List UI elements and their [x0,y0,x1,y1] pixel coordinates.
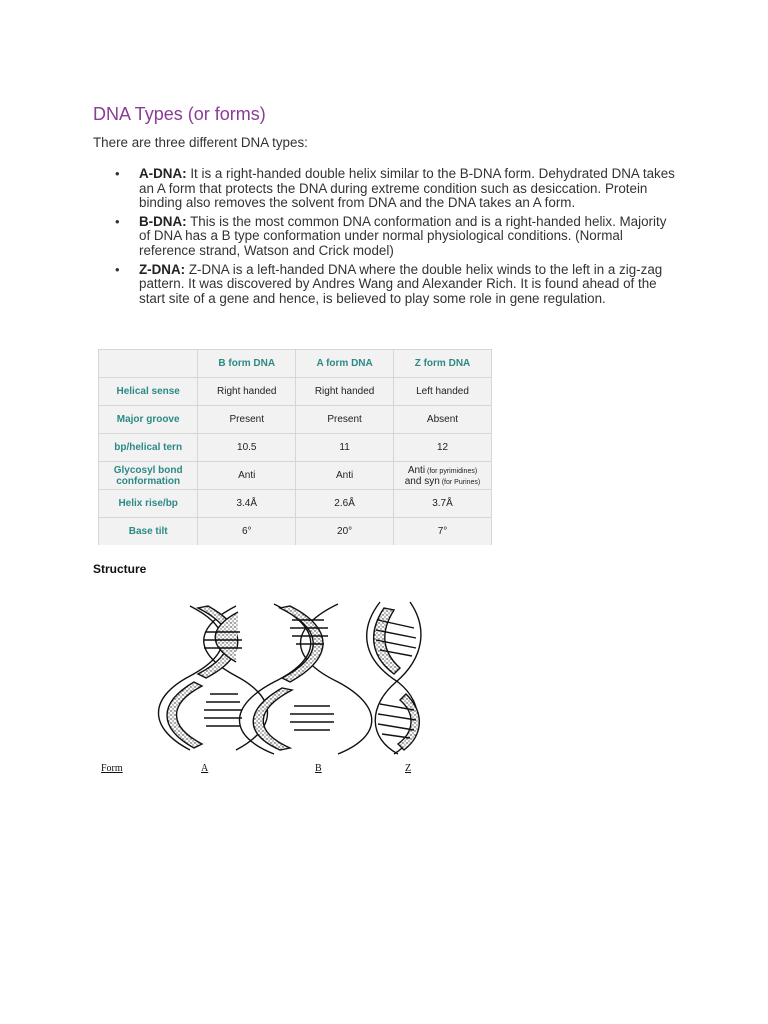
cell-b: Present [198,406,296,434]
cell-a: Right handed [296,378,394,406]
table-row [99,490,492,518]
desc-a-dna: It is a right-handed double helix similar to the B-DNA form. Dehydrated DNA takes an A form that protects the DNA during extreme condition such as desiccation. Protein binding also removes the solvent from DNA and the DNA takes an A form. [139,166,675,211]
cell-z-line: and syn [404,475,440,487]
form-label: Form [101,763,123,774]
cell-b: 10.5 [198,434,296,462]
row-label-helical-sense: Helical sense [99,378,198,406]
cell-b: 3.4Å [198,490,296,518]
row-label-bp-helical-tern: bp/helical tern [99,434,198,462]
desc-b-dna: This is the most common DNA conformation and is a right-handed helix. Majority of DNA has a B type conformation under normal physiological conditions. (Normal reference strand, Watson and Crick model) [139,213,667,258]
table-header-row [99,350,492,378]
cell-z: 3.7Å [394,490,492,518]
term-z-dna: Z-DNA: [139,261,186,277]
row-label-glycosyl-bond [99,462,198,490]
b-form-helix-icon [240,604,372,754]
cell-a: Present [296,406,394,434]
cell-a: 11 [296,434,394,462]
row-label-base-tilt: Base tilt [99,518,198,546]
cell-z-note: (for Purines) [439,478,481,486]
table-header-z: Z form DNA [394,350,492,378]
dna-helix-illustration [98,598,438,780]
cell-z [394,462,492,490]
row-label-line: Glycosyl bond [113,464,183,476]
a-form-helix-icon [159,606,268,750]
structure-label: Structure [93,562,147,576]
term-b-dna: B-DNA: [139,213,187,229]
z-form-helix-icon [367,602,421,754]
table-row [99,378,492,406]
table-header-b: B form DNA [198,350,296,378]
row-label-major-groove: Major groove [99,406,198,434]
cell-b: Anti [198,462,296,490]
cell-z-line: Anti [407,464,426,476]
cell-b: Right handed [198,378,296,406]
list-item-z-dna [115,263,675,307]
cell-a: 2.6Å [296,490,394,518]
table-row [99,462,492,490]
cell-z-note: (for pyrimidines) [425,467,478,475]
table-header-corner [99,350,198,378]
intro-text: There are three different DNA types: [93,135,308,150]
cell-b: 6° [198,518,296,546]
bullet-icon: • [115,166,120,181]
form-label-a: A [201,763,209,774]
form-label-b: B [315,763,322,774]
cell-z: Left handed [394,378,492,406]
table-row [99,518,492,546]
table-row [99,406,492,434]
term-a-dna: A-DNA: [139,166,187,181]
dna-types-list [115,167,675,310]
bullet-icon: • [115,261,120,277]
desc-z-dna: Z-DNA is a left-handed DNA where the double helix winds to the left in a zig-zag pattern. It was discovered by Andres Wang and Alexander Rich. It is found ahead of the start site of a gene and hence, is believed to play some role in gene regulation. [139,261,663,306]
table-row [99,434,492,462]
list-item-b-dna [115,215,675,259]
form-label-z: Z [405,763,412,774]
row-label-line: conformation [116,475,181,487]
table-header-a: A form DNA [296,350,394,378]
bullet-icon: • [115,213,120,229]
cell-a: Anti [296,462,394,490]
cell-z: 7° [394,518,492,546]
page-heading: DNA Types (or forms) [93,104,266,124]
row-label-helix-rise: Helix rise/bp [99,490,198,518]
list-item-a-dna [115,167,675,211]
cell-z: 12 [394,434,492,462]
dna-forms-table [98,349,492,545]
cell-z: Absent [394,406,492,434]
cell-a: 20° [296,518,394,546]
